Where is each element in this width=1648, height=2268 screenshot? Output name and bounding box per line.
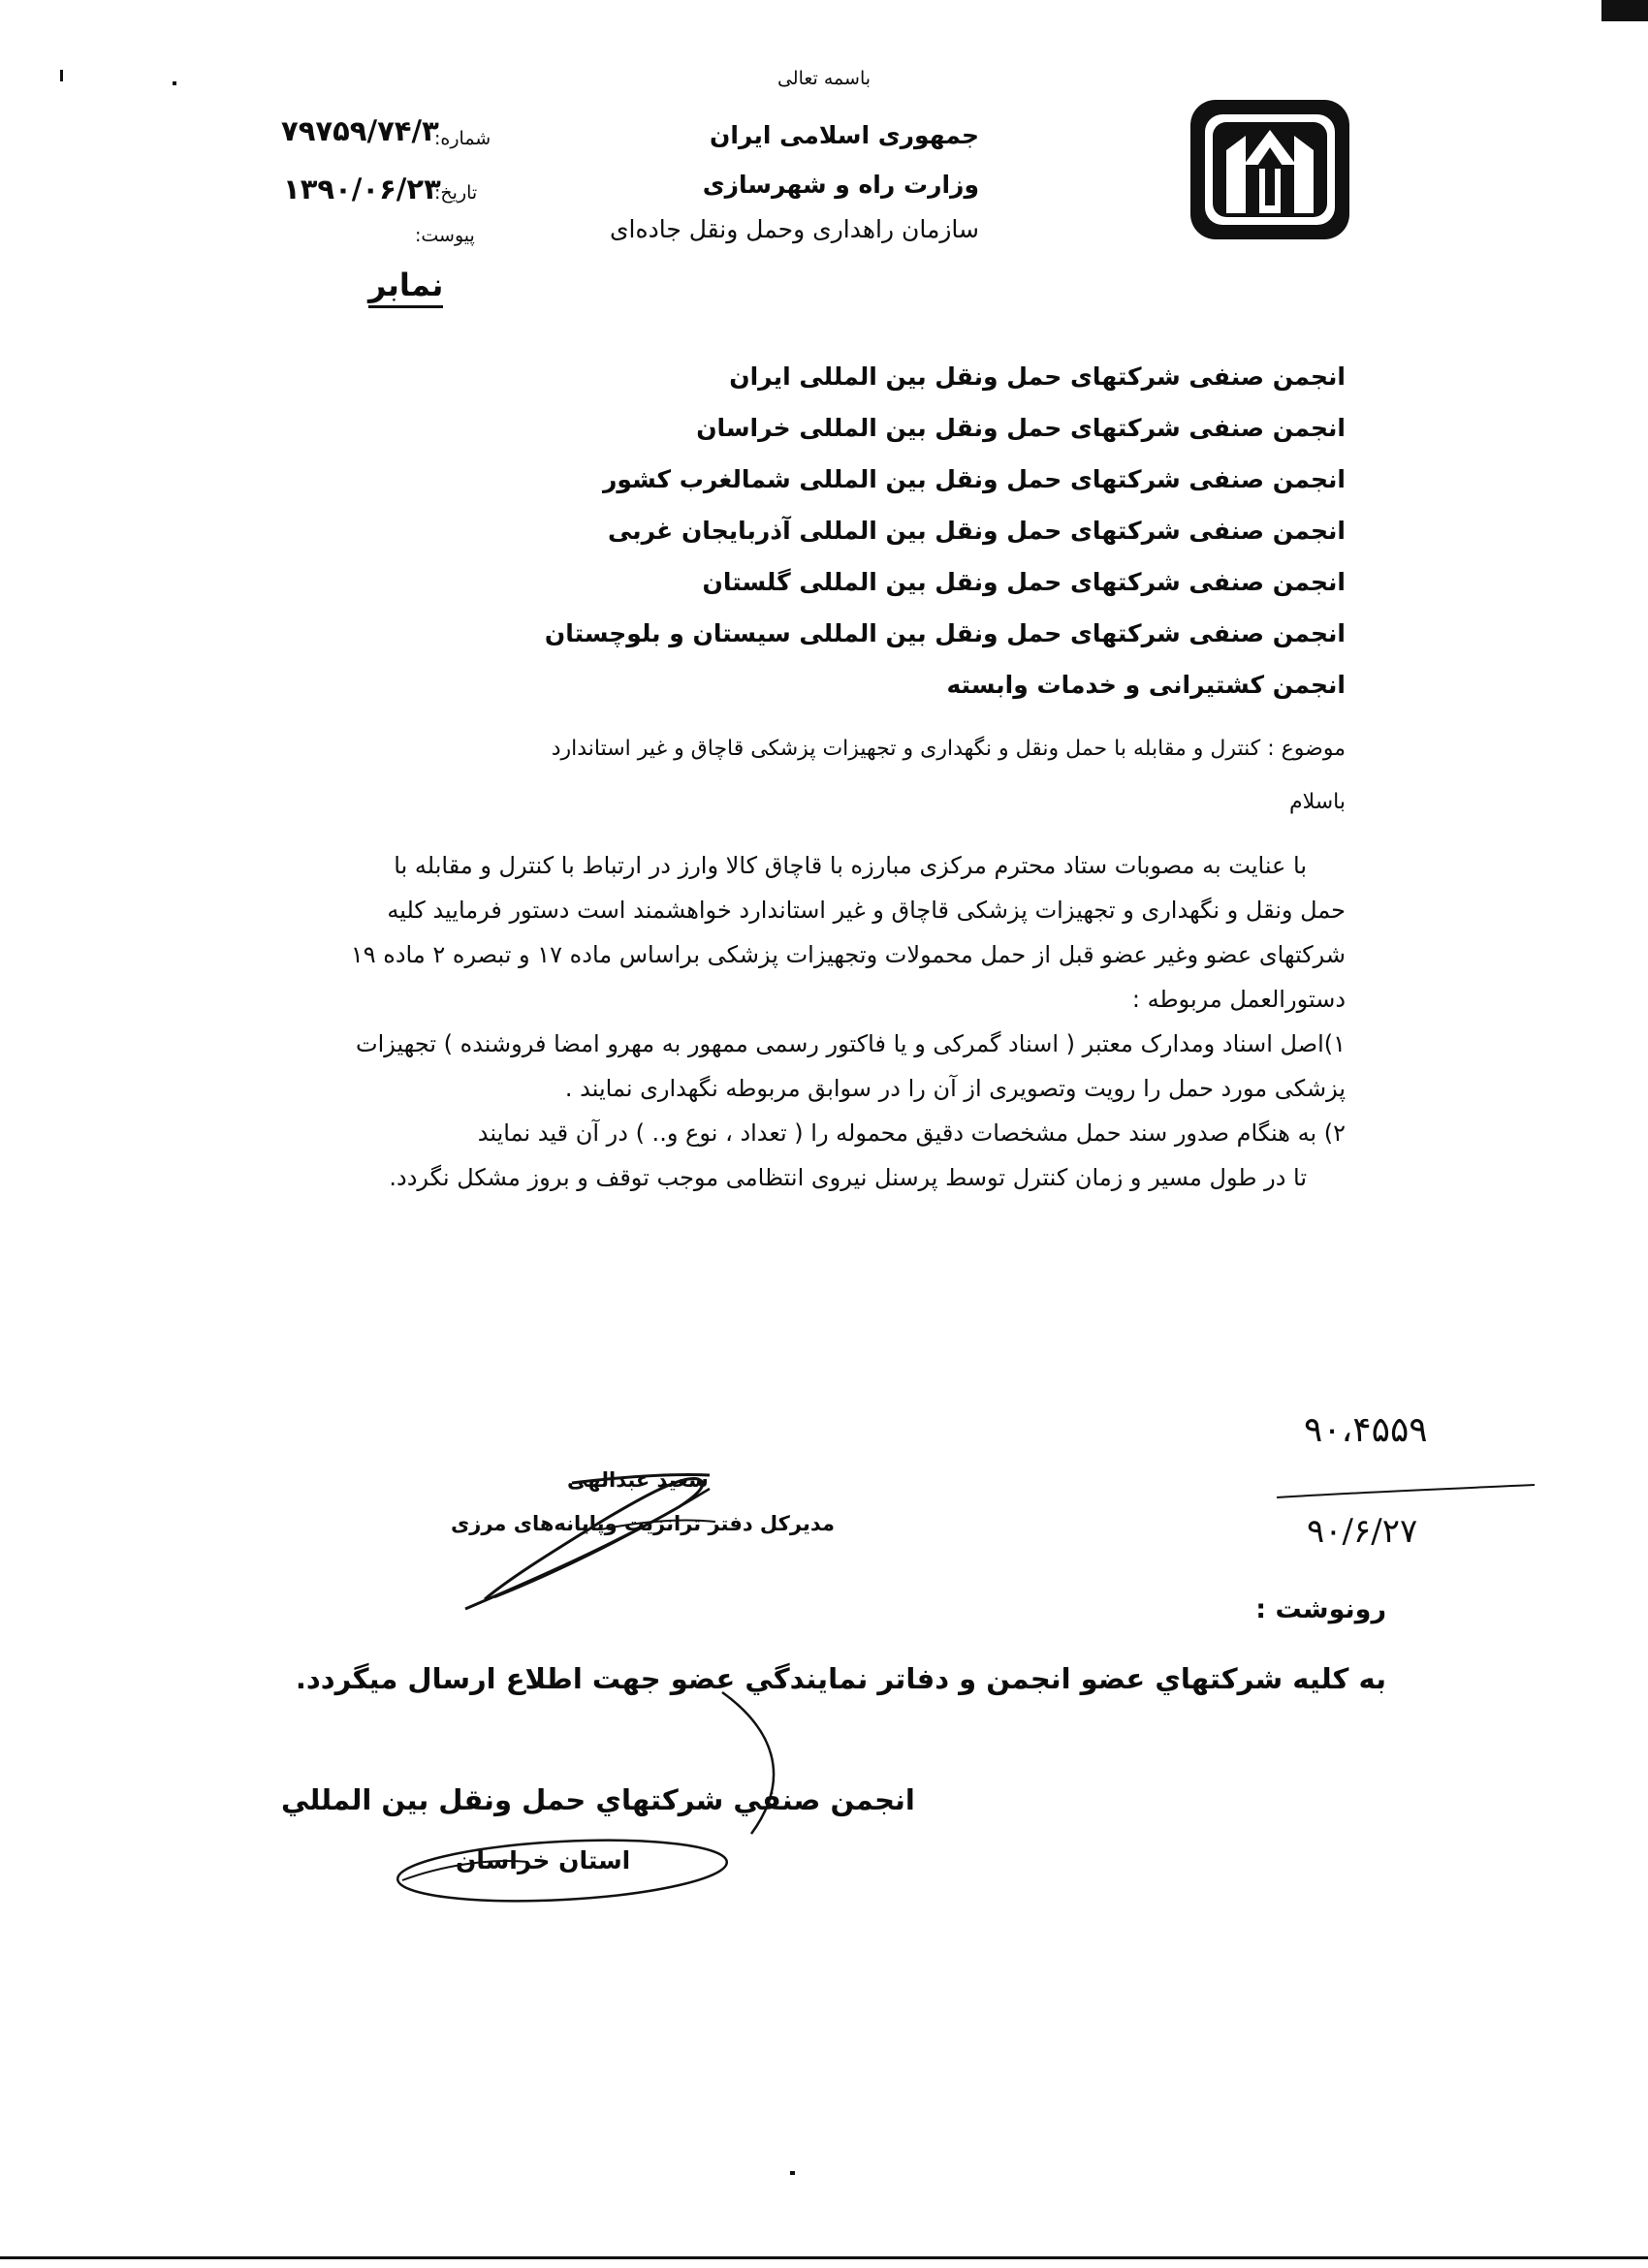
association-province: استان خراسان (456, 1846, 631, 1874)
recipient-item: انجمن صنفی شرکتهای حمل ونقل بین المللی ایران (729, 362, 1346, 391)
cc-text: به كليه شركتهاي عضو انجمن و دفاتر نمايندگي عضو جهت اطلاع ارسال ميگردد. (295, 1662, 1386, 1695)
org-line-country: جمهوری اسلامی ایران (710, 121, 979, 149)
body-line: پزشکی مورد حمل را رویت وتصویری از آن را در سوابق مربوطه نگهداری نمایند . (564, 1075, 1346, 1102)
letter-number-value: ۷۹۷۵۹/۷۴/۳ (281, 114, 439, 147)
letter-number-label: شماره: (434, 128, 491, 149)
body-line: دستورالعمل مربوطه : (1131, 986, 1346, 1013)
letter-body (303, 843, 1346, 1200)
body-line: حمل ونقل و نگهداری و تجهیزات پزشکی قاچاق و غیر استاندارد خواهشمند است دستور فرمایید کلیه (387, 897, 1346, 924)
ministry-logo-icon (1188, 97, 1352, 242)
recipient-item: انجمن کشتیرانی و خدمات وابسته (946, 671, 1346, 699)
handwritten-date: ۹۰/۶/۲۷ (1307, 1512, 1418, 1551)
attachment-label: پیوست: (415, 225, 475, 246)
greeting: باسلام (1288, 790, 1346, 814)
handwritten-rule (1275, 1483, 1537, 1502)
signatory-name: سعید عبدالهی (567, 1468, 709, 1492)
org-line-organization: سازمان راهداری وحمل ونقل جاده‌ای (609, 215, 979, 243)
recipient-item: انجمن صنفی شرکتهای حمل ونقل بین المللی گلستان (702, 568, 1346, 596)
association-name: انجمن صنفي شركتهاي حمل ونقل بين المللي (281, 1783, 915, 1816)
handwritten-reference-number: ۹۰،۴۵۵۹ (1304, 1410, 1428, 1450)
document-meta (281, 114, 494, 260)
scan-speck (173, 81, 176, 85)
cc-label: رونوشت : (1255, 1594, 1386, 1624)
document-type: نمابر (368, 267, 443, 308)
recipient-item: انجمن صنفی شرکتهای حمل ونقل بین المللی خراسان (696, 414, 1346, 442)
body-line: با عنایت به مصوبات ستاد محترم مرکزی مبارزه با قاچاق کالا وارز در ارتباط با کنترل و مقابله با (394, 852, 1307, 879)
stamp-oval (383, 1827, 732, 1914)
recipient-item: انجمن صنفی شرکتهای حمل ونقل بین المللی سیستان و بلوچستان (544, 619, 1346, 647)
recipient-list (376, 351, 1346, 710)
letter-subject: موضوع : کنترل و مقابله با حمل ونقل و نگهداری و تجهیزات پزشکی قاچاق و غیر استاندارد (551, 737, 1346, 761)
body-line: ۲) به هنگام صدور سند حمل مشخصات دقیق محموله را ( تعداد ، نوع و.. ) در آن قید نمایند (477, 1119, 1346, 1147)
org-line-ministry: وزارت راه و شهرسازی (702, 171, 979, 199)
letter-date-value: ۱۳۹۰/۰۶/۲۳ (283, 173, 441, 205)
scan-speck (60, 70, 63, 81)
scan-speck (1601, 0, 1648, 21)
cc-signature-stroke (713, 1688, 800, 1843)
scan-bottom-border (0, 2256, 1648, 2259)
recipient-item: انجمن صنفی شرکتهای حمل ونقل بین المللی شمالغرب کشور (603, 465, 1346, 493)
body-line: ۱)اصل اسناد ومدارک معتبر ( اسناد گمرکی و یا فاکتور رسمی ممهور به مهرو امضا فروشنده ) تجهیزات (356, 1030, 1346, 1057)
letter-date-label: تاریخ: (434, 182, 478, 204)
scan-speck (790, 2171, 795, 2175)
recipient-item: انجمن صنفی شرکتهای حمل ونقل بین المللی آذربایجان غربی (607, 517, 1346, 545)
body-line: شرکتهای عضو وغیر عضو قبل از حمل محمولات وتجهیزات پزشکی براساس ماده ۱۷ و تبصره ۲ ماده ۱۹ (350, 941, 1346, 968)
signatory-title: مدیرکل دفتر ترانزیت وپایانه‌های مرزی (451, 1512, 835, 1535)
body-line: تا در طول مسیر و زمان کنترل توسط پرسنل نیروی انتظامی موجب توقف و بروز مشکل نگردد. (389, 1164, 1307, 1191)
bismillah: باسمه تعالی (776, 68, 872, 89)
signature-scribble (456, 1454, 746, 1619)
